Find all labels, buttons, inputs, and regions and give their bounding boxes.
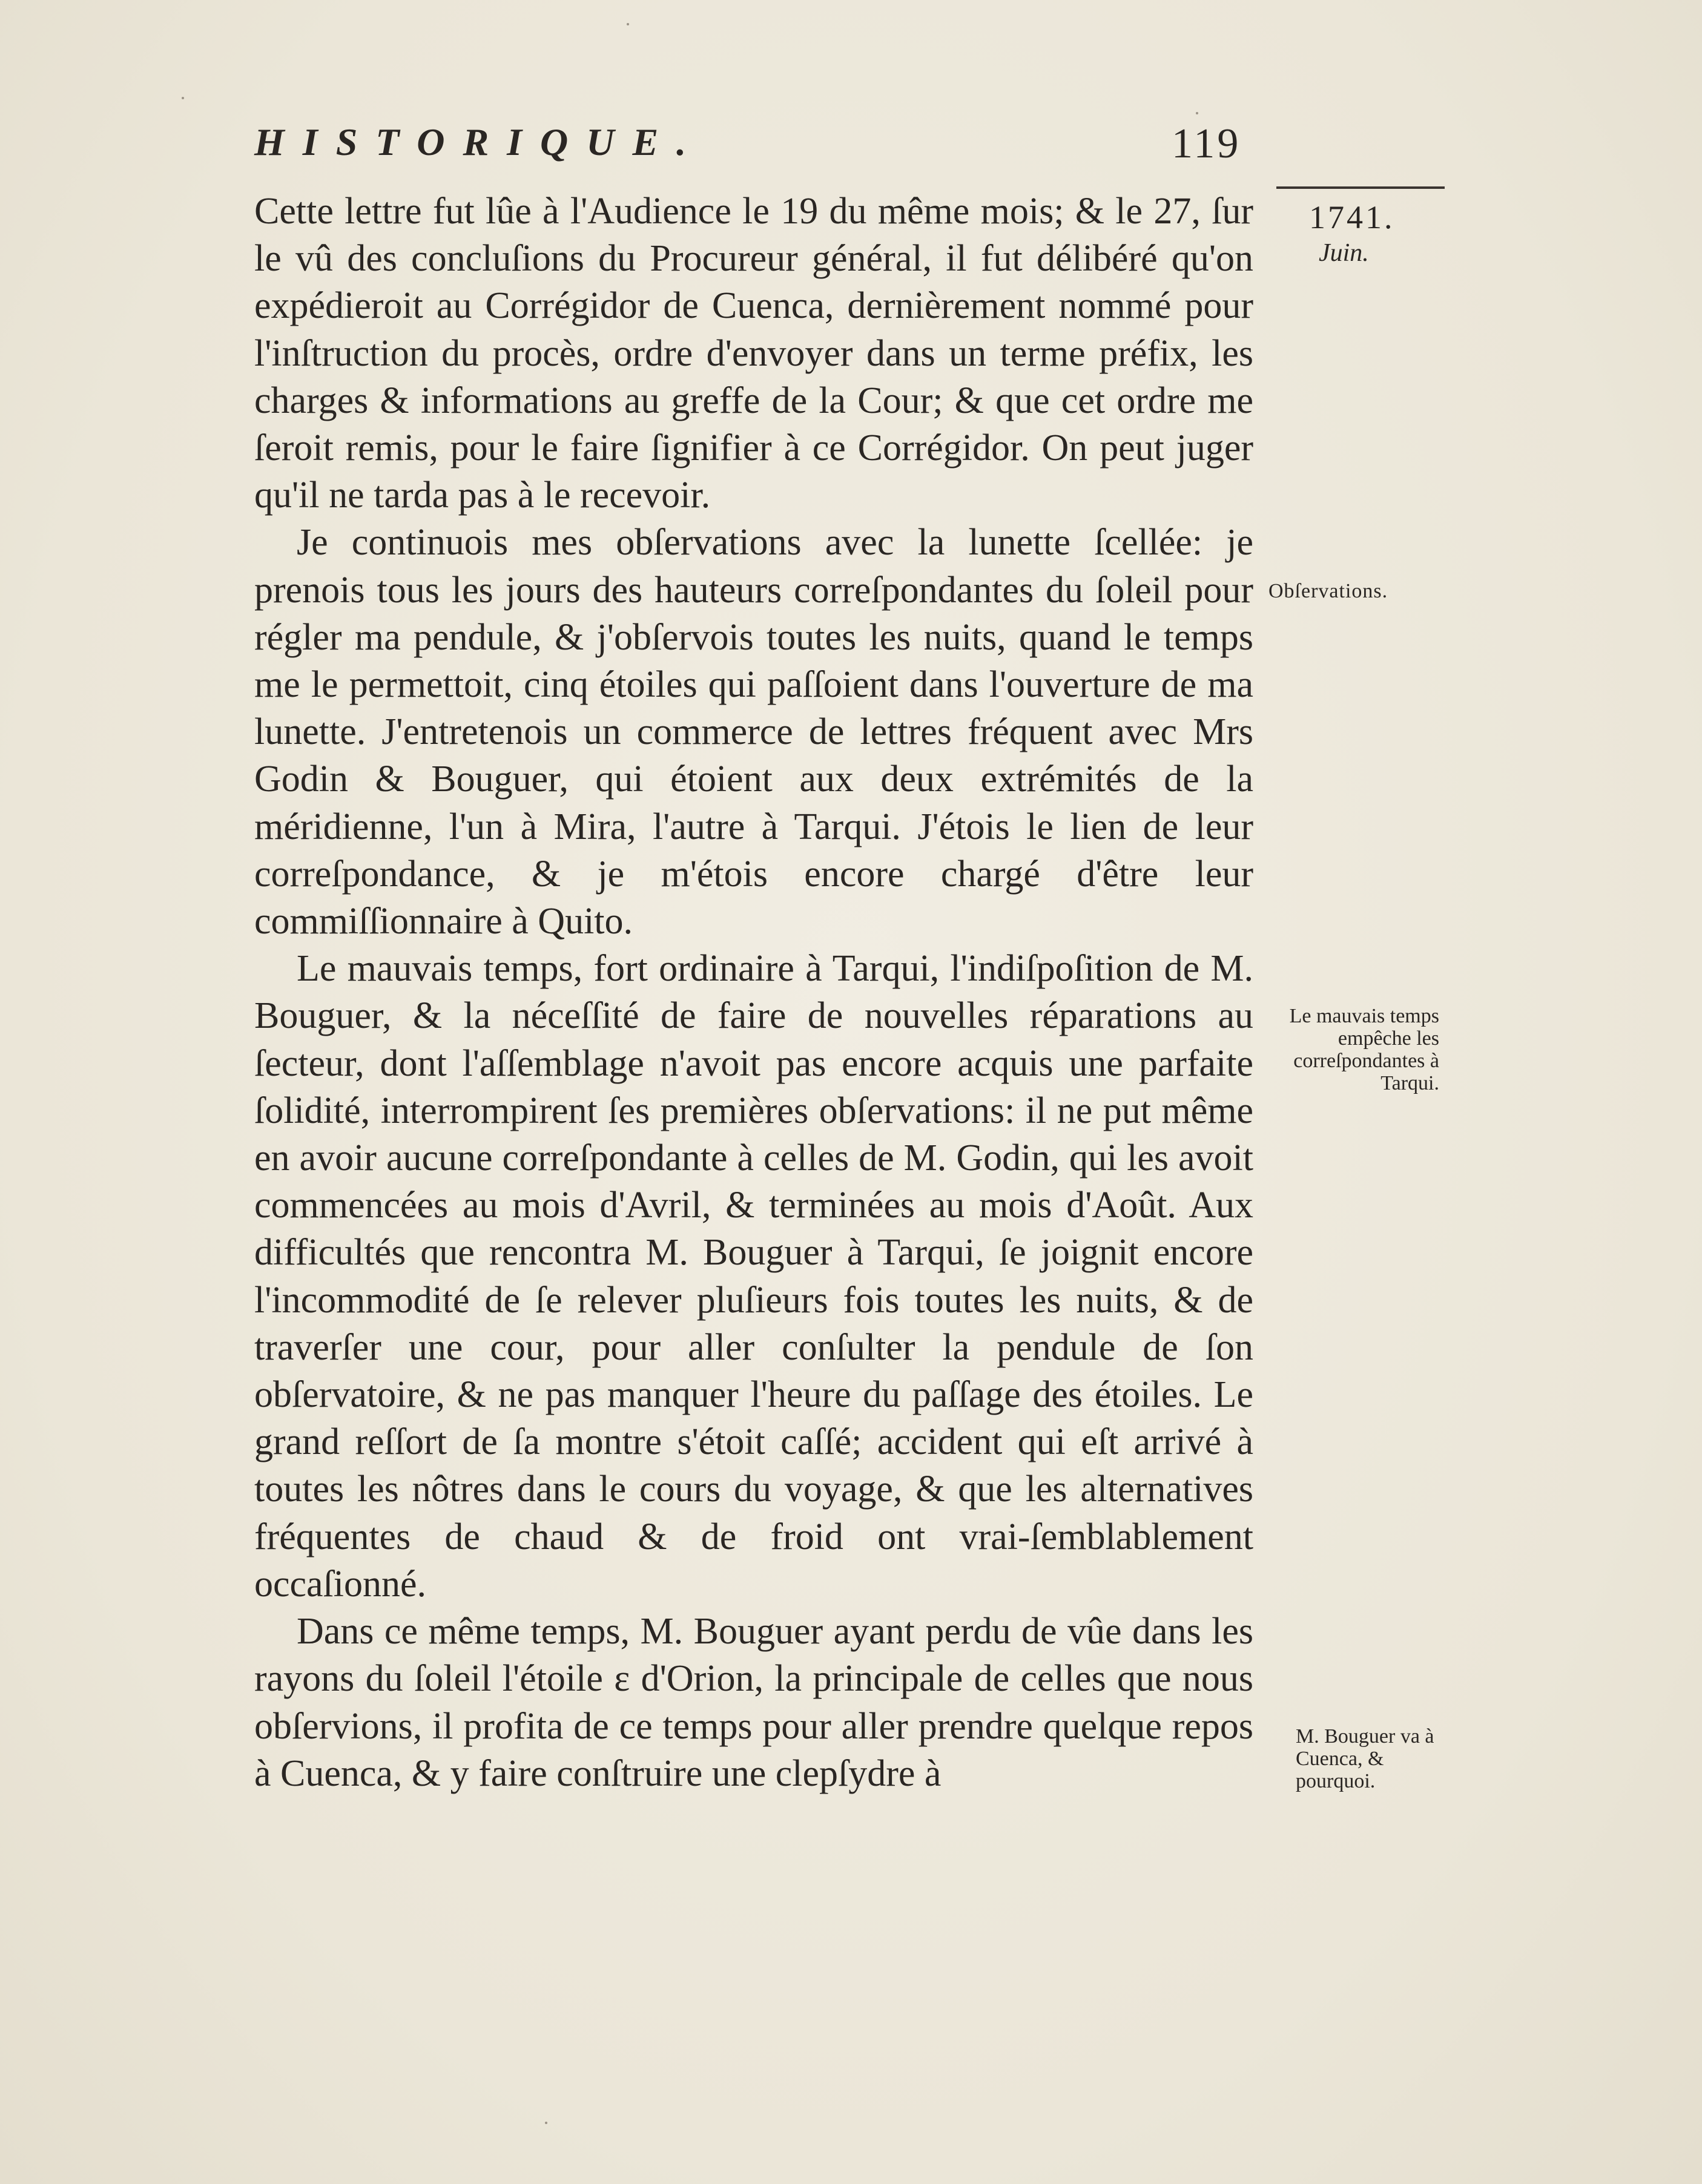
page-number: 119 (1172, 120, 1241, 167)
paragraph-2: Je continuois mes obſervations avec la lunette ſcellée: je prenois tous les jours des hauteurs correſpondantes du ſoleil pour régler ma pendule, & j'obſervois toutes les nuits, quand le temps me le permettoit, cinq étoiles qui paſſoient dans l'ouverture de ma lunette. J'entretenois un commerce de lettres fréquent avec Mrs Godin & Bouguer, qui étoient aux deux extrémités de la méridienne, l'un à Mira, l'autre à Tarqui. J'étois le lien de leur correſpondance, & je m'étois encore chargé d'être leur commiſſionnaire à Quito. (254, 522, 1253, 942)
margin-month: Juin. (1319, 239, 1369, 267)
paragraph-1: Cette lettre fut lûe à l'Audience le 19 du même mois; & le 27, ſur le vû des concluſions du Procureur général, il fut délibéré qu'on expédieroit au Corrégidor de Cuenca, dernièrement nommé pour l'inſtruction du procès, ordre d'envoyer dans un terme préfix, les charges & informations au greffe de la Cour; & que cet ordre me ſeroit remis, pour le faire ſignifier à ce Corrégidor. On peut juger qu'il ne tarda pas à le recevoir. (254, 191, 1253, 516)
main-text (254, 188, 1253, 1797)
margin-note-observations: Obſervations. (1268, 580, 1388, 602)
paper-speck (545, 2122, 547, 2124)
margin-year: 1741. (1309, 199, 1395, 235)
paper-speck (182, 97, 184, 99)
margin-rule (1276, 186, 1445, 189)
paragraph-4: Dans ce même temps, M. Bouguer ayant perdu de vûe dans les rayons du ſoleil l'étoile ε d'Orion, la principale de celles que nous obſervions, il profita de ce temps pour aller prendre quelque repos à Cuenca, & y faire conſtruire une clepſydre à (254, 1611, 1253, 1794)
paper-speck (627, 23, 629, 25)
paragraph-3: Le mauvais temps, fort ordinaire à Tarqui, l'indiſpoſition de M. Bouguer, & la néceſſité de faire de nouvelles réparations au ſecteur, dont l'aſſemblage n'avoit pas encore acquis une parfaite ſolidité, interrompirent ſes premières obſervations: il ne put même en avoir aucune correſpondante à celles de M. Godin, qui les avoit commencées au mois d'Avril, & terminées au mois d'Août. Aux difficultés que rencontra M. Bouguer à Tarqui, ſe joignit encore l'incommodité de ſe relever pluſieurs fois toutes les nuits, & de traverſer une cour, pour aller conſulter la pendule de ſon obſervatoire, & ne pas manquer l'heure du paſſage des étoiles. Le grand reſſort de ſa montre s'étoit caſſé; accident qui eſt arrivé à toutes les nôtres dans le cours du voyage, & que les alternatives fréquentes de chaud & de froid ont vrai-ſemblablement occaſionné. (254, 948, 1253, 1605)
running-head-title: HISTORIQUE. (254, 120, 705, 163)
margin-note-bouguer: M. Bouguer va à Cuenca, & pourquoi. (1296, 1725, 1434, 1792)
paper-speck (1196, 112, 1198, 114)
margin-note-mauvais-temps: Le mauvais temps empêche les correſpondantes à Tarqui. (1289, 1005, 1439, 1094)
